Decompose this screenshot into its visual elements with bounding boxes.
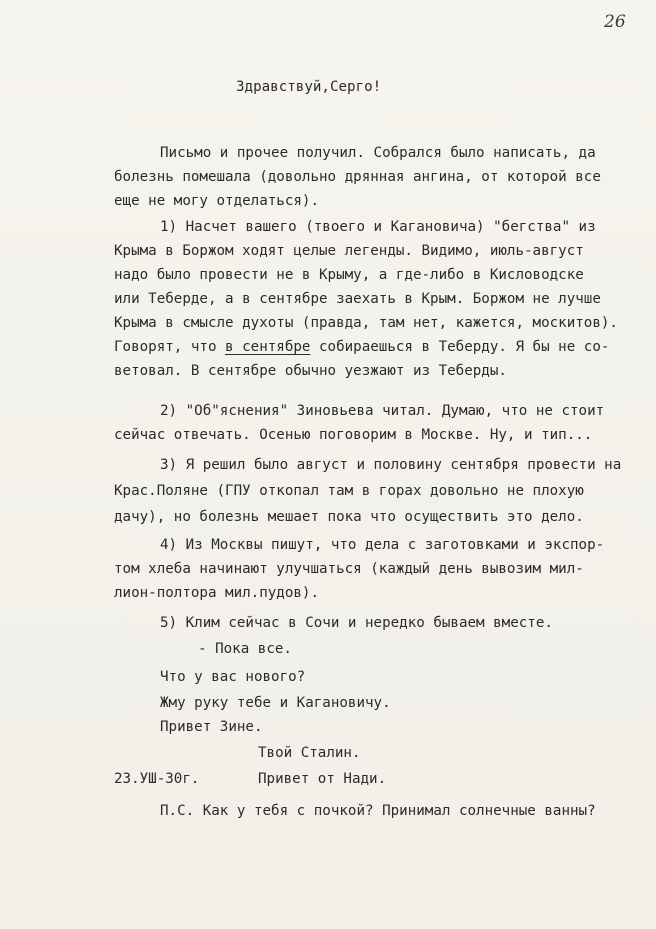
paragraph-9: Жму руку тебе и Кагановичу. bbox=[160, 695, 391, 711]
postscript: П.С. Как у тебя с почкой? Принимал солнечные ванны? bbox=[160, 803, 596, 819]
paragraph-7: - Пока все. bbox=[198, 641, 292, 657]
paragraph-4-line-2: Крас.Поляне (ГПУ откопал там в горах довольно не плохую bbox=[114, 483, 584, 499]
paragraph-2-line-1: 1) Насчет вашего (твоего и Кагановича) "бегства" из bbox=[160, 219, 596, 235]
page-number: 26 bbox=[604, 12, 626, 32]
paragraph-2-line-6 bbox=[114, 338, 609, 356]
paragraph-1-line-3: еще не могу отделаться). bbox=[114, 193, 319, 209]
paragraph-5-line-1: 4) Из Москвы пишут, что дела с заготовками и экспор- bbox=[160, 537, 605, 553]
signature: Твой Сталин. bbox=[258, 745, 361, 761]
paragraph-6: 5) Клим сейчас в Сочи и нередко бываем вместе. bbox=[160, 615, 553, 631]
paragraph-10: Привет Зине. bbox=[160, 719, 263, 735]
paragraph-2-line-4: или Теберде, а в сентябре заехать в Крым. Боржом не лучше bbox=[114, 291, 601, 307]
paragraph-1-line-1: Письмо и прочее получил. Собрался было написать, да bbox=[160, 145, 596, 161]
underlined-phrase: в сентябре bbox=[225, 339, 311, 355]
line-6-after: собираешься в Теберду. Я бы не со- bbox=[310, 339, 610, 355]
paragraph-4-line-3: дачу), но болезнь мешает пока что осуществить это дело. bbox=[114, 509, 584, 525]
paragraph-2-line-7: ветовал. В сентябре обычно уезжают из Теберды. bbox=[114, 363, 507, 379]
paragraph-3-line-1: 2) "Об"яснения" Зиновьева читал. Думаю, что не стоит bbox=[160, 403, 605, 419]
greeting-from-nadi: Привет от Нади. bbox=[258, 771, 387, 787]
line-6-before: Говорят, что bbox=[114, 339, 226, 355]
paragraph-5-line-3: лион-полтора мил.пудов). bbox=[114, 585, 319, 601]
date: 23.УШ-30г. bbox=[114, 771, 200, 787]
paragraph-1-line-2: болезнь помешала (довольно дрянная ангина, от которой все bbox=[114, 169, 601, 185]
greeting: Здравствуй,Серго! bbox=[236, 79, 382, 95]
paragraph-2-line-3: надо было провести не в Крыму, а где-либо в Кисловодске bbox=[114, 267, 584, 283]
paragraph-5-line-2: том хлеба начинают улучшаться (каждый день вывозим мил- bbox=[114, 561, 584, 577]
paragraph-4-line-1: 3) Я решил было август и половину сентября провести на bbox=[160, 457, 622, 473]
paragraph-3-line-2: сейчас отвечать. Осенью поговорим в Москве. Ну, и тип... bbox=[114, 427, 593, 443]
paragraph-8: Что у вас нового? bbox=[160, 669, 306, 685]
paragraph-2-line-5: Крыма в смысле духоты (правда, там нет, кажется, москитов). bbox=[114, 315, 618, 331]
paragraph-2-line-2: Крыма в Боржом ходят целые легенды. Видимо, июль-август bbox=[114, 243, 584, 259]
